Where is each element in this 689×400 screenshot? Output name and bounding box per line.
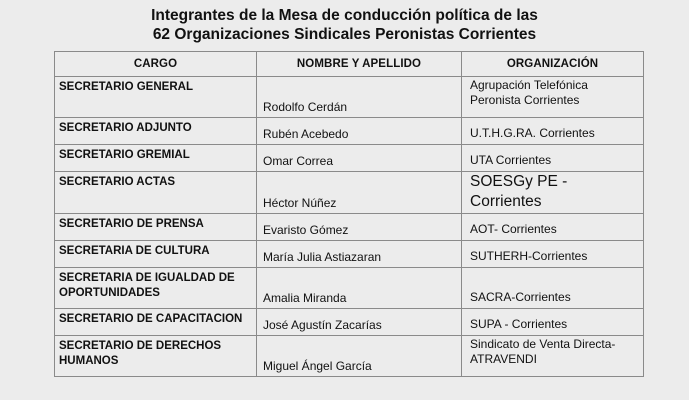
cell-organizacion: UTA Corrientes	[462, 145, 644, 172]
cell-cargo: SECRETARIO GREMIAL	[55, 145, 257, 172]
cell-cargo: SECRETARIA DE IGUALDAD DE OPORTUNIDADES	[55, 268, 257, 309]
cell-nombre: Miguel Ángel García	[257, 336, 462, 377]
cell-nombre: Omar Correa	[257, 145, 462, 172]
cell-cargo: SECRETARIO GENERAL	[55, 77, 257, 118]
table-row	[55, 118, 644, 145]
header-nombre: NOMBRE Y APELLIDO	[257, 52, 462, 77]
cell-organizacion: SUPA - Corrientes	[462, 309, 644, 336]
title-line-1: Integrantes de la Mesa de conducción política de las	[151, 7, 538, 24]
cell-cargo: SECRETARIO DE DERECHOS HUMANOS	[55, 336, 257, 377]
table-row	[55, 145, 644, 172]
cell-nombre: Amalia Miranda	[257, 268, 462, 309]
table-row	[55, 172, 644, 214]
header-cargo: CARGO	[55, 52, 257, 77]
table-row	[55, 309, 644, 336]
cell-organizacion: SACRA-Corrientes	[462, 268, 644, 309]
title-line-2: 62 Organizaciones Sindicales Peronistas Corrientes	[152, 26, 537, 43]
table-row	[55, 241, 644, 268]
cell-cargo: SECRETARIA DE CULTURA	[55, 241, 257, 268]
members-table	[54, 51, 644, 377]
cell-nombre: José Agustín Zacarías	[257, 309, 462, 336]
table-header-row	[55, 52, 644, 77]
cell-cargo: SECRETARIO DE CAPACITACION	[55, 309, 257, 336]
cell-nombre: María Julia Astiazaran	[257, 241, 462, 268]
document-title	[0, 6, 689, 44]
cell-organizacion: SOESGy PE - Corrientes	[462, 172, 644, 214]
cell-nombre: Rodolfo Cerdán	[257, 77, 462, 118]
table-row	[55, 214, 644, 241]
cell-nombre: Héctor Núñez	[257, 172, 462, 214]
cell-organizacion: SUTHERH-Corrientes	[462, 241, 644, 268]
cell-organizacion: AOT- Corrientes	[462, 214, 644, 241]
table-row	[55, 268, 644, 309]
cell-cargo: SECRETARIO DE PRENSA	[55, 214, 257, 241]
cell-organizacion: Agrupación Telefónica Peronista Corrientes	[462, 77, 644, 118]
cell-organizacion: Sindicato de Venta Directa-ATRAVENDI	[462, 336, 644, 377]
cell-cargo: SECRETARIO ADJUNTO	[55, 118, 257, 145]
header-organizacion: ORGANIZACIÓN	[462, 52, 644, 77]
cell-organizacion: U.T.H.G.RA. Corrientes	[462, 118, 644, 145]
table-row	[55, 336, 644, 377]
cell-nombre: Rubén Acebedo	[257, 118, 462, 145]
table-row	[55, 77, 644, 118]
cell-nombre: Evaristo Gómez	[257, 214, 462, 241]
cell-cargo: SECRETARIO ACTAS	[55, 172, 257, 214]
